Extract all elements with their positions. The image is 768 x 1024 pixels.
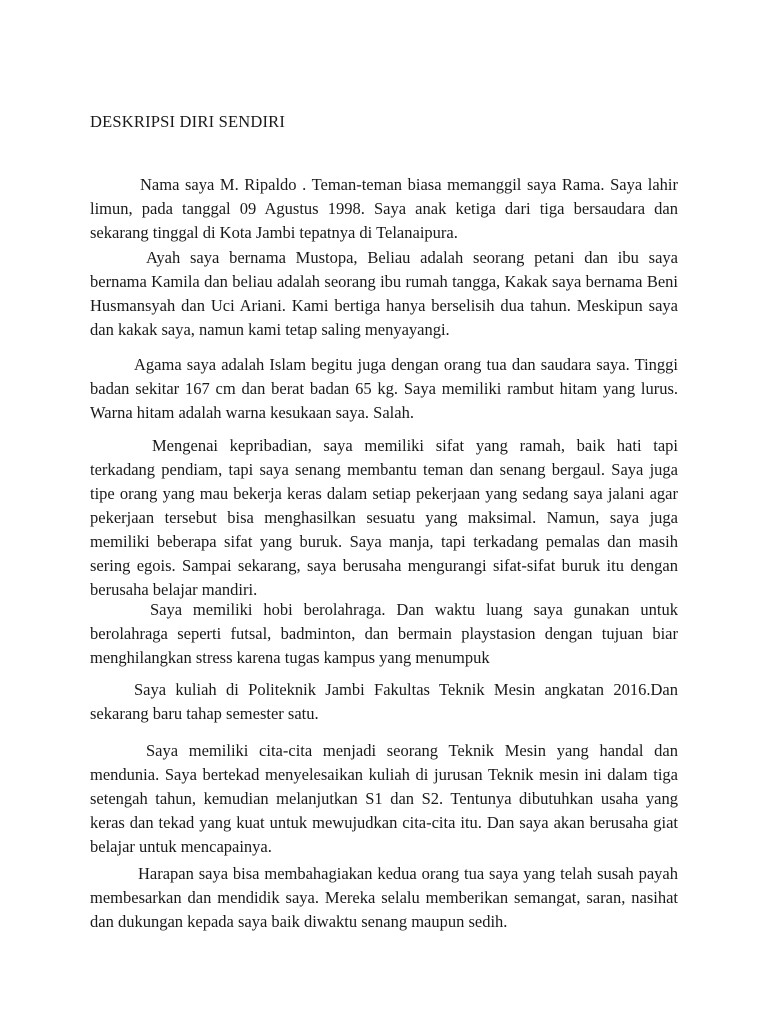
- paragraph-aspiration: Saya memiliki cita-cita menjadi seorang Teknik Mesin yang handal dan mendunia. Saya bertekad menyelesaikan kuliah di jurusan Teknik mesin ini dalam tiga setengah tahun, kemudian melanjutkan S1 dan S2. Tentunya dibutuhkan usaha yang keras dan tekad yang kuat untuk mewujudkan cita-cita itu. Dan saya akan berusaha giat belajar untuk mencapainya.: [90, 741, 678, 856]
- paragraph-hope: Harapan saya bisa membahagiakan kedua orang tua saya yang telah susah payah membesarkan dan mendidik saya. Mereka selalu memberikan semangat, saran, nasihat dan dukungan kepada saya baik diwaktu senang maupun sedih.: [90, 864, 678, 931]
- document-title: DESKRIPSI DIRI SENDIRI: [90, 112, 286, 131]
- paragraph-personality: Mengenai kepribadian, saya memiliki sifat yang ramah, baik hati tapi terkadang pendiam, tapi saya senang membantu teman dan senang bergaul. Saya juga tipe orang yang mau bekerja keras dalam setiap pekerjaan yang sedang saya jalani agar pekerjaan tersebut bisa menghasilkan sesuatu yang maksimal. Namun, saya juga memiliki beberapa sifat yang buruk. Saya manja, tapi terkadang pemalas dan masih sering egois. Sampai sekarang, saya berusaha mengurangi sifat-sifat buruk itu dengan berusaha belajar mandiri.: [90, 436, 678, 599]
- paragraph-appearance: Agama saya adalah Islam begitu juga dengan orang tua dan saudara saya. Tinggi badan sekitar 167 cm dan berat badan 65 kg. Saya memiliki rambut hitam yang lurus. Warna hitam adalah warna kesukaan saya. Salah.: [90, 355, 678, 422]
- paragraph-identity: Nama saya M. Ripaldo . Teman-teman biasa memanggil saya Rama. Saya lahir limun, pada tanggal 09 Agustus 1998. Saya anak ketiga dari tiga bersaudara dan sekarang tinggal di Kota Jambi tepatnya di Telanaipura.: [90, 175, 678, 242]
- paragraph-hobby: Saya memiliki hobi berolahraga. Dan waktu luang saya gunakan untuk berolahraga seperti futsal, badminton, dan bermain playstasion dengan tujuan biar menghilangkan stress karena tugas kampus yang menumpuk: [90, 600, 678, 667]
- paragraph-education: Saya kuliah di Politeknik Jambi Fakultas Teknik Mesin angkatan 2016.Dan sekarang baru tahap semester satu.: [90, 680, 678, 723]
- paragraph-family: Ayah saya bernama Mustopa, Beliau adalah seorang petani dan ibu saya bernama Kamila dan beliau adalah seorang ibu rumah tangga, Kakak saya bernama Beni Husmansyah dan Uci Ariani. Kami bertiga hanya berselisih dua tahun. Meskipun saya dan kakak saya, namun kami tetap saling menyayangi.: [90, 248, 678, 339]
